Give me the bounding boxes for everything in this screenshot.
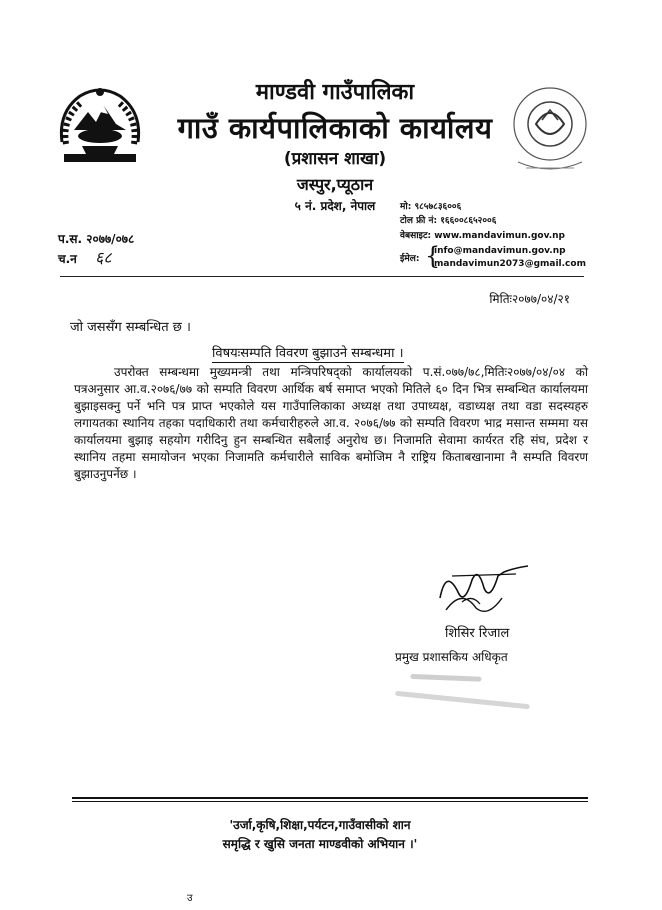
patra-sankhya: प.स. २०७७/०७८ [58, 232, 135, 246]
mobile-number: मो: ९८५७८३६००६ [400, 202, 462, 212]
footer-mark: उ [187, 893, 193, 904]
subject-line: विषयःसम्पति विवरण बुझाउने सम्बन्धमा । [212, 343, 404, 363]
signatory-post: प्रमुख प्रशासकिय अधिकृत [395, 650, 508, 664]
slogan-line-2: समृद्धि र खुसि जनता माण्डवीको अभियान ।' [222, 837, 418, 851]
nepal-emblem-icon [52, 82, 148, 164]
letter-body: उपरोक्त सम्बन्धमा मुख्यमन्त्री तथा मन्त्रिपरिषद्को कार्यालयको प.सं.०७७/७८,मितिः२०७७/०४/०४ को पत्रअनुसार आ.व.२०७६/७७ को सम्पति विवरण आर्थिक बर्ष समाप्त भएको मितिले ६० दिन भित्र सम्बन्धित कार्यालयमा बुझाइसक्नु पर्ने भनि पत्र प्राप्त भएकोले यस गाउँपालिकाका अध्यक्ष तथा उपाध्यक्ष, वडाध्यक्ष तथा वडा सदस्यहरु लगायतका स्थानिय तहका पदाधिकारी तथा कर्मचारीहरुले आ.व. २०७६/७७ को सम्पति विवरण भाद्र मसान्त सम्ममा यस कार्यालयमा बुझाइ सहयोग गरीदिनु हुन सम्बन्धित सबैलाई अनुरोध छ। निजामति सेवामा कार्यरत रहि संघ, प्रदेश र स्थानिय तहमा समायोजन भएका निजामति कर्मचारीले साविक बमोजिम नै राष्ट्रिय किताबखानामा नै सम्पति विवरण बुझाउनुपर्नेछ । [74, 365, 588, 481]
chalani-label: च.न [58, 252, 77, 266]
office-name: गाउँ कार्यपालिकाको कार्यालय [177, 111, 493, 145]
email-gmail[interactable]: mandavimun2073@gmail.com [434, 259, 586, 269]
letter-date: मितिः२०७७/०४/२१ [489, 292, 570, 306]
header-divider [60, 276, 584, 277]
chalani-value: ६८ [95, 248, 112, 267]
email-info[interactable]: info@mandavimun.gov.np [434, 246, 566, 256]
signature-icon [432, 558, 542, 620]
chalani-number [58, 246, 112, 268]
municipality-seal-icon [508, 84, 592, 174]
footer-divider-thick [72, 797, 588, 799]
faint-stamp-icon [387, 667, 539, 717]
municipality-name: माण्डवी गाउँपालिका [255, 80, 415, 105]
addressee: जो जससँग सम्बन्धित छ । [70, 320, 191, 335]
email-label: ईमेल: [400, 254, 420, 264]
slogan-line-1: 'उर्जा,कृषि,शिक्षा,पर्यटन,गाउँवासीको शान [229, 818, 411, 832]
brace-glyph: { [425, 242, 441, 270]
province: ५ नं. प्रदेश, नेपाल [294, 199, 376, 213]
signatory-name: शिसिर रिजाल [445, 626, 510, 641]
section-name: (प्रशासन शाखा) [283, 149, 387, 169]
tollfree-number: टोल फ्री नं: १६६००८६५२००६ [400, 216, 497, 226]
office-location: जस्पुर,प्यूठान [296, 175, 374, 194]
website[interactable]: वेबसाइट: www.mandavimun.gov.np [400, 231, 565, 241]
footer-divider-thin [72, 801, 588, 802]
